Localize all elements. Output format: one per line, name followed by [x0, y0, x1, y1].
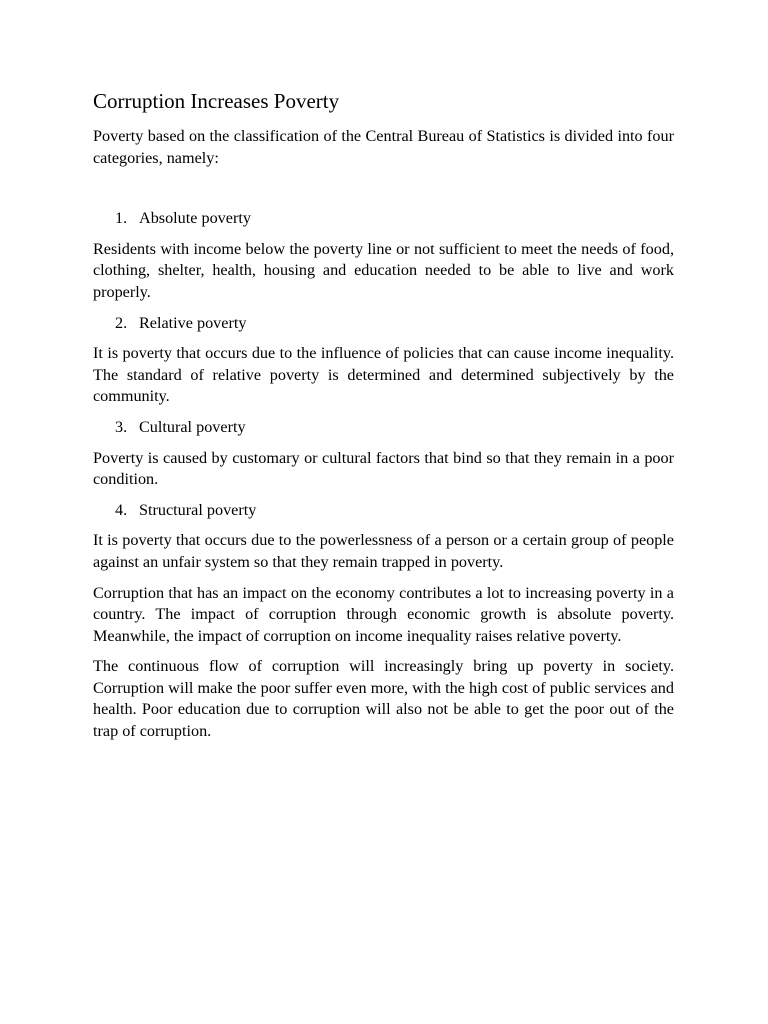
category-name: Structural poverty: [139, 500, 257, 519]
closing-paragraph: The continuous flow of corruption will increasingly bring up poverty in society. Corruption will make the poor suffer even more, with the high cost of public services and health. Poor education due to corruption will also not be able to get the poor out of the trap of corruption.: [93, 657, 674, 741]
category-number: 2.: [115, 313, 128, 332]
category-number: 1.: [115, 209, 128, 228]
document-title: Corruption Increases Poverty: [93, 89, 340, 113]
document-page: [93, 86, 674, 752]
category-description: Poverty is caused by customary or cultural factors that bind so that they remain in a poor condition.: [93, 448, 674, 489]
category-item-absolute: [93, 208, 674, 230]
category-description: It is poverty that occurs due to the influence of policies that can cause income inequality. The standard of relative poverty is determined and determined subjectively by the community.: [93, 344, 674, 406]
category-name: Relative poverty: [139, 313, 247, 332]
category-item-relative: [93, 313, 674, 335]
category-description: It is poverty that occurs due to the powerlessness of a person or a certain group of people against an unfair system so that they remain trapped in poverty.: [93, 531, 674, 571]
category-number: 4.: [115, 500, 128, 519]
intro-paragraph: Poverty based on the classification of the Central Bureau of Statistics is divided into four categories, namely:: [93, 127, 674, 167]
category-number: 3.: [115, 417, 128, 436]
category-item-cultural: [93, 417, 674, 439]
category-description: Residents with income below the poverty line or not sufficient to meet the needs of food, clothing, shelter, health, housing and education needed to be able to live and work properly.: [93, 239, 674, 301]
category-name: Cultural poverty: [139, 417, 246, 436]
category-item-structural: [93, 500, 674, 522]
category-name: Absolute poverty: [139, 209, 251, 228]
closing-paragraph: Corruption that has an impact on the economy contributes a lot to increasing poverty in a country. The impact of corruption through economic growth is absolute poverty. Meanwhile, the impact of corruption on income inequality raises relative poverty.: [93, 583, 674, 645]
